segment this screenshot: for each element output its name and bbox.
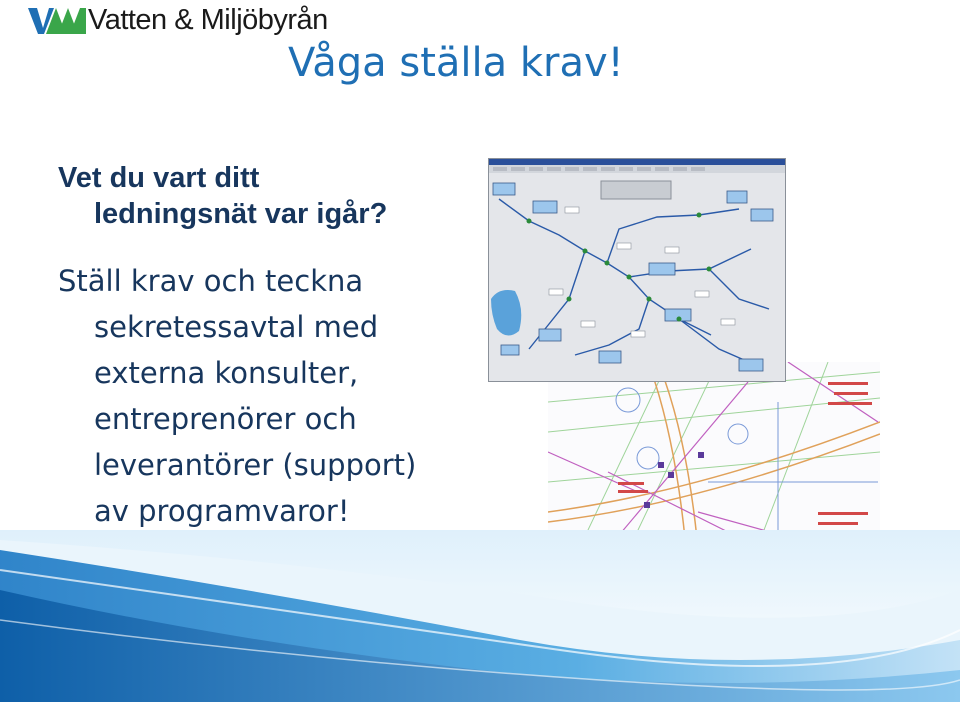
body-line-4: entreprenörer och [94, 402, 357, 436]
network-map-image [488, 158, 786, 382]
body-line-1: Ställ krav och teckna [58, 264, 364, 298]
question-line-1: Vet du vart ditt [58, 162, 260, 194]
body-line-5: leverantörer (support) [94, 448, 417, 482]
body-text [58, 258, 458, 534]
question-text [58, 160, 438, 232]
body-line-2: sekretessavtal med [94, 310, 379, 344]
question-line-2: ledningsnät var igår? [94, 198, 388, 230]
network-map-graphic [489, 159, 785, 381]
logo-text: Vatten & Miljöbyrån [88, 4, 328, 36]
company-logo [28, 6, 348, 42]
body-line-6: av programvaror! [94, 494, 350, 528]
logo-mark-icon [28, 8, 86, 34]
slide-title: Våga ställa krav! [288, 40, 624, 86]
footer-swoosh-graphic [0, 530, 960, 702]
body-line-3: externa konsulter, [94, 356, 359, 390]
